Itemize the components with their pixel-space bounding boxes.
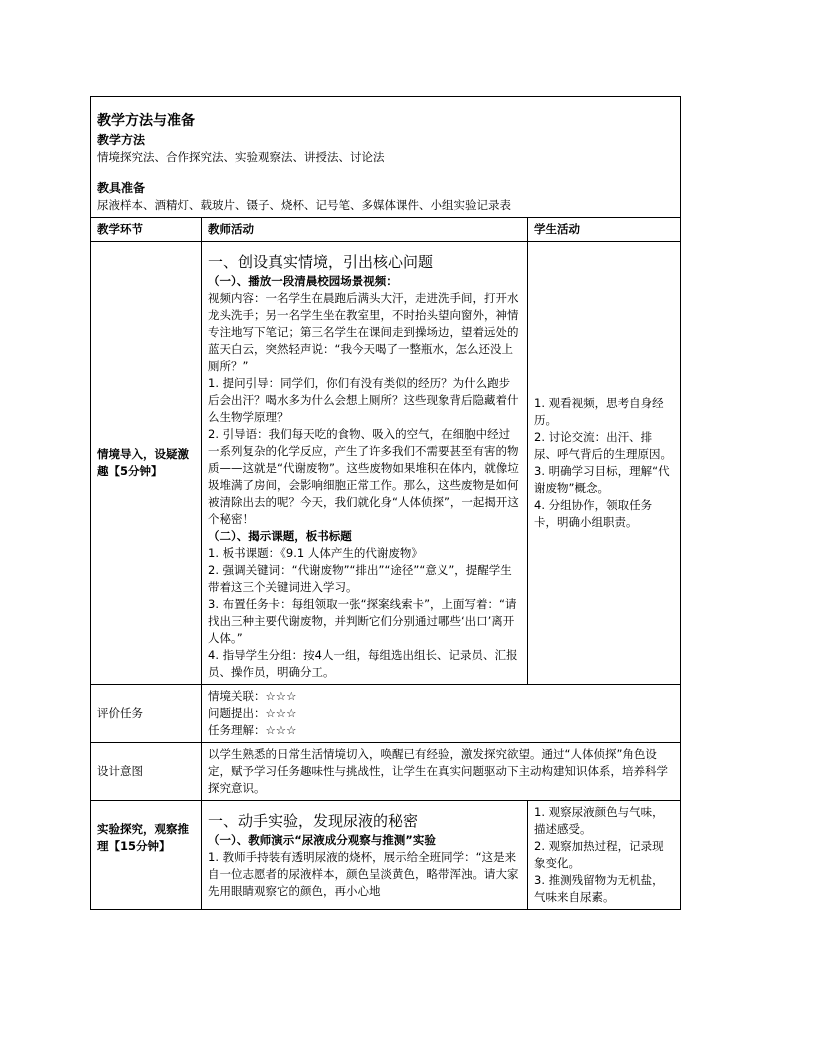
stage1-s1: 1. 观看视频，思考自身经历。 bbox=[534, 396, 664, 427]
stage1-sub1: （一）、播放一段清晨校园场景视频： bbox=[208, 274, 398, 288]
evaluation-item: 任务理解：☆☆☆ bbox=[208, 723, 297, 737]
stage1-q2: 2. 强调关键词：“代谢废物”“排出”“途径”“意义”，提醒学生带着这三个关键词进入学习。 bbox=[208, 563, 512, 594]
stage2-s1: 1. 观察尿液颜色与气味，描述感受。 bbox=[534, 805, 664, 836]
stage1-video: 视频内容：一名学生在晨跑后满头大汗，走进洗手间，打开水龙头洗手；另一名学生坐在教室里，不时抬头望向窗外，神情专注地写下笔记；第三名学生在课间走到操场边，望着远处的蓝天白云，突然轻声说：“我今天喝了一整瓶水，怎么还没上厕所？” bbox=[208, 291, 519, 373]
stage2-label: 实验探究，观察推理【15分钟】 bbox=[97, 822, 189, 853]
stage1-s4: 4. 分组协作，领取任务卡，明确小组职责。 bbox=[534, 498, 653, 529]
methods-cell bbox=[91, 97, 681, 218]
header-stage: 教学环节 bbox=[91, 218, 202, 242]
stage2-s2: 2. 观察加热过程，记录现象变化。 bbox=[534, 839, 664, 870]
stage1-s2: 2. 讨论交流：出汗、排尿、呼气背后的生理原因。 bbox=[534, 430, 672, 461]
tools-title: 教具准备 bbox=[97, 181, 146, 195]
tools-text: 尿液样本、酒精灯、载玻片、镊子、烧杯、记号笔、多媒体课件、小组实验记录表 bbox=[97, 198, 511, 212]
header-student: 学生活动 bbox=[528, 218, 681, 242]
stage1-teacher-cell bbox=[202, 242, 528, 685]
stage2-row bbox=[91, 801, 681, 910]
evaluation-item: 问题提出：☆☆☆ bbox=[208, 706, 297, 720]
stage2-s3: 3. 推测残留物为无机盐，气味来自尿素。 bbox=[534, 873, 664, 904]
stage2-sub1: （一）、教师演示“尿液成分观察与推测”实验 bbox=[208, 833, 436, 847]
design-label: 设计意图 bbox=[97, 764, 143, 778]
header-teacher: 教师活动 bbox=[202, 218, 528, 242]
stage1-sub2: （二）、揭示课题，板书标题 bbox=[208, 529, 352, 543]
evaluation-label-cell bbox=[91, 685, 202, 743]
stage1-p1: 1. 提问引导：同学们，你们有没有类似的经历？为什么跑步后会出汗？喝水多为什么会想上厕所？这些现象背后隐藏着什么生物学原理？ bbox=[208, 376, 519, 424]
evaluation-label: 评价任务 bbox=[97, 706, 143, 720]
stage1-label: 情境导入，设疑激趣【5分钟】 bbox=[97, 447, 189, 478]
stage2-p1: 1. 教师手持装有透明尿液的烧杯，展示给全班同学：“这是来自一位志愿者的尿液样本，颜色呈淡黄色，略带浑浊。请大家先用眼睛观察它的颜色，再小心地 bbox=[208, 850, 519, 898]
stage2-label-cell bbox=[91, 801, 202, 910]
evaluation-items-cell bbox=[202, 685, 681, 743]
stage1-q4: 4. 指导学生分组：按4人一组，每组选出组长、记录员、汇报员、操作员，明确分工。 bbox=[208, 648, 518, 679]
stage1-student-cell bbox=[528, 242, 681, 685]
stage2-teacher-cell bbox=[202, 801, 528, 910]
stage2-heading: 一、动手实验，发现尿液的秘密 bbox=[208, 812, 419, 830]
stage1-s3: 3. 明确学习目标，理解“代谢废物”概念。 bbox=[534, 464, 670, 495]
design-row bbox=[91, 743, 681, 801]
design-label-cell bbox=[91, 743, 202, 801]
design-text: 以学生熟悉的日常生活情境切入，唤醒已有经验，激发探究欲望。通过“人体侦探”角色设定，赋予学习任务趣味性与挑战性，让学生在真实问题驱动下主动构建知识体系，培养科学探究意识。 bbox=[208, 747, 668, 795]
stage1-row bbox=[91, 242, 681, 685]
stage1-q3: 3. 布置任务卡：每组领取一张“探案线索卡”，上面写着：“请找出三种主要代谢废物，并判断它们分别通过哪些‘出口’离开人体。” bbox=[208, 597, 517, 645]
stage2-student-cell bbox=[528, 801, 681, 910]
lesson-plan-table bbox=[90, 96, 681, 910]
header-row bbox=[91, 218, 681, 242]
stage1-p2: 2. 引导语：我们每天吃的食物、吸入的空气，在细胞中经过一系列复杂的化学反应，产生了许多我们不需要甚至有害的物质——这就是“代谢废物”。这些废物如果堆积在体内，就像垃圾堆满了房间，会影响细胞正常工作。那么，这些废物是如何被清除出去的呢？今天，我们就化身“人体侦探”，一起揭开这个秘密！ bbox=[208, 427, 519, 526]
methods-title: 教学方法 bbox=[97, 133, 146, 147]
stage1-label-cell bbox=[91, 242, 202, 685]
evaluation-row bbox=[91, 685, 681, 743]
methods-text: 情境探究法、合作探究法、实验观察法、讲授法、讨论法 bbox=[97, 150, 385, 164]
section-title: 教学方法与准备 bbox=[97, 113, 195, 129]
design-text-cell bbox=[202, 743, 681, 801]
stage1-heading: 一、创设真实情境，引出核心问题 bbox=[208, 253, 434, 271]
methods-row bbox=[91, 97, 681, 218]
stage1-q1: 1. 板书课题：《9.1 人体产生的代谢废物》 bbox=[208, 546, 423, 560]
evaluation-item: 情境关联：☆☆☆ bbox=[208, 689, 297, 703]
